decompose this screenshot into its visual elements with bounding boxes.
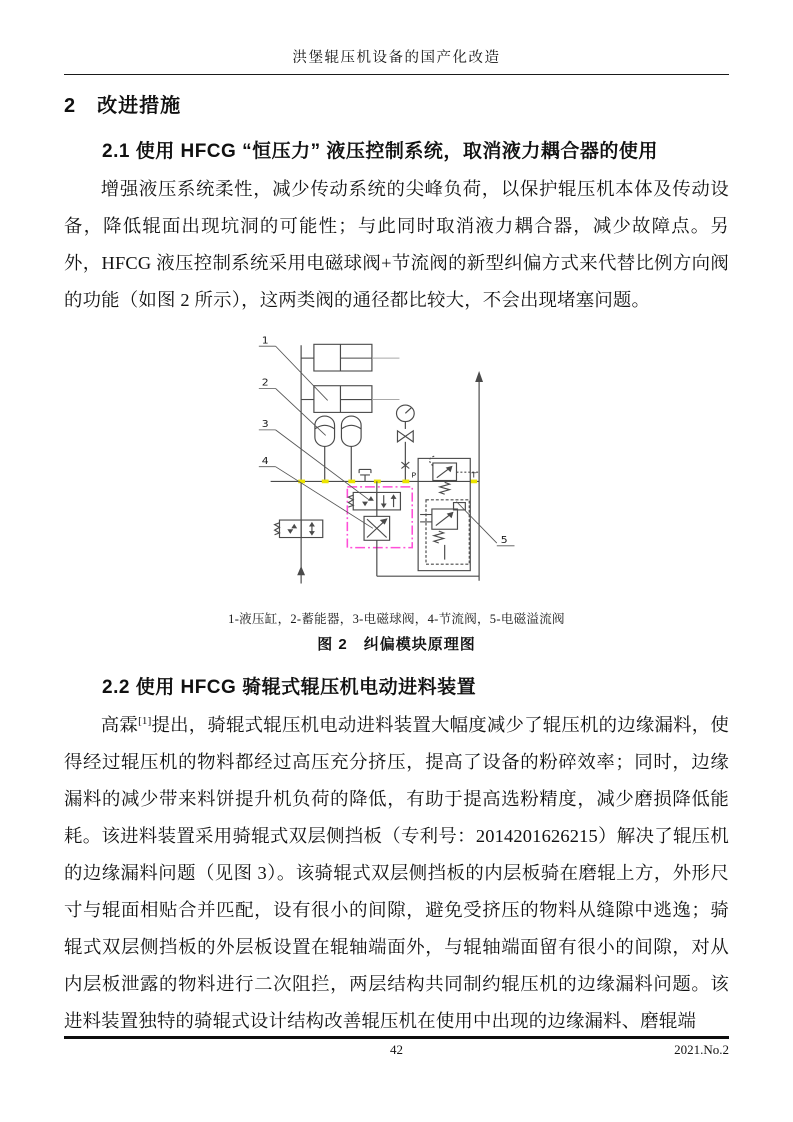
accumulator-2 [341, 416, 361, 481]
callout-3 [259, 418, 369, 499]
section-heading-2: 2 改进措施 [64, 95, 182, 117]
section-heading-2-1: 2.1 使用 HFCG “恒压力” 液压控制系统，取消液力耦合器的使用 [102, 141, 658, 162]
callout-5-label: 5 [500, 534, 508, 546]
callout-3-label: 3 [261, 418, 269, 431]
header-rule [64, 74, 729, 75]
footer-rule [64, 1036, 729, 1039]
paragraph-2-2 [64, 707, 729, 1040]
paragraph-2-2-lead: 高霖 [100, 715, 139, 735]
figure-caption: 图 2 纠偏模块原理图 [317, 636, 476, 653]
callout-4 [259, 455, 373, 528]
issue-number: 2021.No.2 [674, 1042, 729, 1057]
pressure-line [271, 471, 479, 481]
throttle-valve [364, 516, 479, 576]
correction-module-box [347, 487, 412, 548]
figure-legend: 1-液压缸，2-蓄能器，3-电磁球阀，4-节流阀，5-电磁溢流阀 [228, 612, 565, 626]
solenoid-relief-valve-module [418, 456, 479, 571]
page-footer [64, 1036, 729, 1058]
page-number: 42 [390, 1042, 403, 1057]
callout-2-label: 2 [261, 377, 269, 389]
page-header [64, 46, 729, 75]
hydraulic-cylinder-2 [301, 386, 399, 413]
pressure-gauge [397, 405, 415, 481]
pilot-solenoid-valve [275, 520, 323, 537]
hydraulic-cylinder-1 [301, 344, 399, 371]
tank-return-line [475, 371, 483, 581]
vent-valve [359, 469, 371, 481]
callout-4-label: 4 [261, 455, 269, 467]
port-label-p: P [411, 470, 417, 480]
port-label-t: T [471, 470, 477, 480]
callout-1-label: 1 [261, 334, 269, 347]
hydraulic-schematic [249, 325, 544, 601]
paragraph-2-1: 增强液压系统柔性，减少传动系统的尖峰负荷，以保护辊压机本体及传动设备，降低辊面出现坑洞的可能性；与此同时取消液力耦合器，减少故障点。另外，HFCG 液压控制系统采用电磁球阀+节流阀的新型纠偏方式来代替比例方向阀的功能（如图 2 所示），这两类阀的通径都比较大，不会出现堵塞问题。 [64, 179, 729, 310]
citation-ref-1: [1] [138, 714, 152, 727]
running-title: 洪堡辊压机设备的国产化改造 [292, 50, 501, 66]
figure-2 [177, 325, 617, 654]
section-heading-2-2: 2.2 使用 HFCG 骑辊式辊压机电动进料装置 [102, 677, 477, 698]
paragraph-2-2-rest: 提出，骑辊式辊压机电动进料装置大幅度减少了辊压机的边缘漏料，使得经过辊压机的物料都经过高压充分挤压，提高了设备的粉碎效率；同时，边缘漏料的减少带来料饼提升机负荷的降低，有助于提高选粉精度，减少磨损降低能耗。该进料装置采用骑辊式双层侧挡板（专利号：2014201626215）解决了辊压机的边缘漏料问题（见图 3）。该骑辊式双层侧挡板的内层板骑在磨辊上方，外形尺寸与辊面相贴合并匹配，设有很小的间隙，避免受挤压的物料从缝隙中逃逸；骑辊式双层侧挡板的外层板设置在辊轴端面外，与辊轴端面留有很小的间隙，对从内层板泄露的物料进行二次阻拦，两层结构共同制约辊压机的边缘漏料问题。该进料装置独特的骑辊式设计结构改善辊压机在使用中出现的边缘漏料、磨辊端 [64, 715, 729, 1031]
left-bus-line [297, 345, 305, 583]
